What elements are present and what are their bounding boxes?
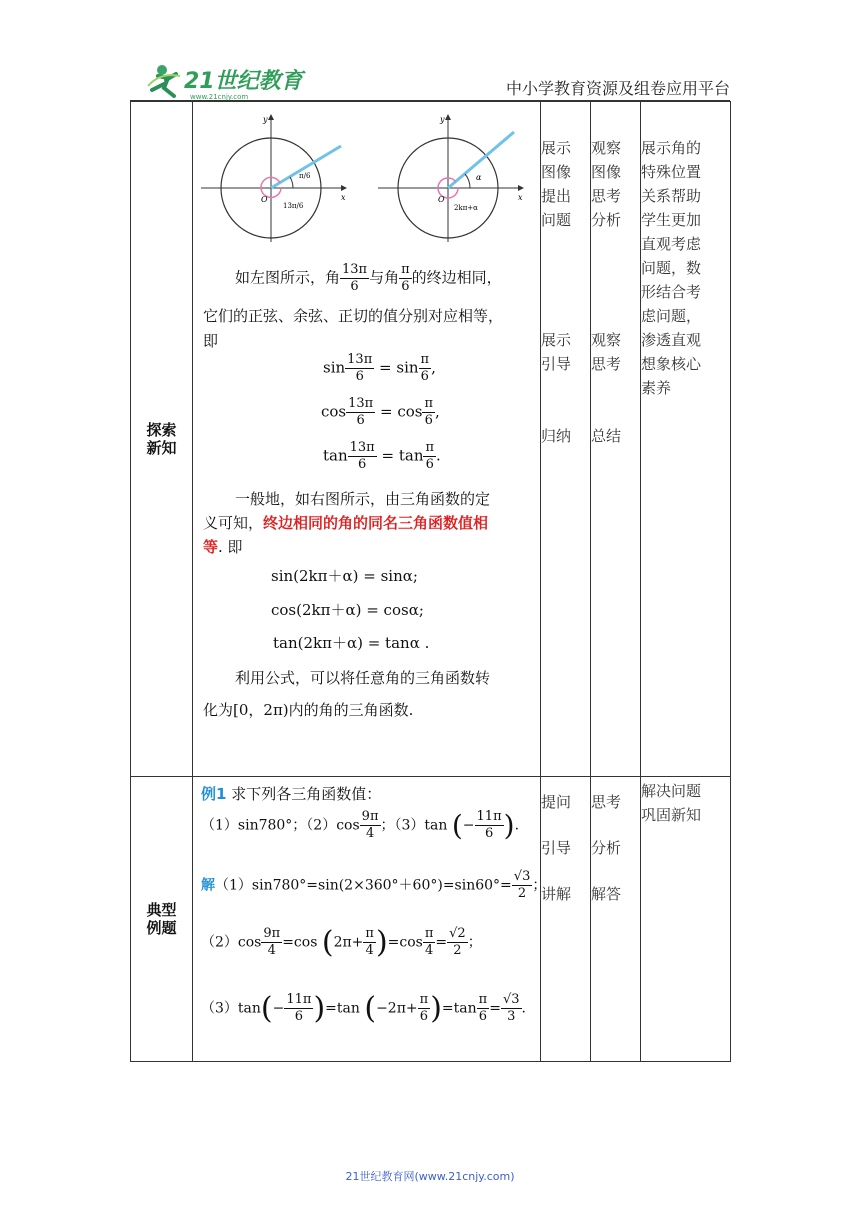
formula-cos: cos(2kπ＋α) = cosα; bbox=[271, 601, 424, 619]
para1-line3: 即 bbox=[203, 332, 219, 350]
para3-line2: 化为[0，2π)内的角的三角函数. bbox=[203, 701, 414, 719]
activity-line: 思考 bbox=[591, 187, 622, 205]
design-intent-list bbox=[641, 777, 730, 827]
activity-line bbox=[591, 400, 640, 424]
fraction-pi-6: $\frac{\pi}{6}$ bbox=[401, 262, 410, 294]
teacher-activity-cell bbox=[541, 777, 591, 1062]
para2-line2: 义可知，终边相同的角的同名三角函数值相 bbox=[203, 514, 489, 532]
activity-line bbox=[541, 376, 590, 400]
row-example bbox=[131, 777, 731, 1062]
para2-line3: 等. 即 bbox=[203, 538, 243, 556]
unit-circle-figure-left bbox=[201, 112, 351, 244]
para1-line1: 如左图所示，角 $\frac{13\pi}{6}$ 与角 $\frac{\pi}{6}$ 的终边相同， bbox=[235, 262, 502, 294]
example-label: 例1 bbox=[201, 785, 227, 803]
lesson-table bbox=[130, 101, 731, 1062]
activity-line: 展示 bbox=[541, 139, 572, 157]
student-activity-cell bbox=[591, 102, 641, 777]
y-axis-label: y bbox=[440, 115, 445, 124]
activity-line: 直观考虑 bbox=[641, 235, 702, 253]
formula-sin: sin(2kπ＋α) = sinα; bbox=[271, 567, 418, 585]
activity-line: 巩固新知 bbox=[641, 806, 702, 824]
activity-line: 图像 bbox=[541, 163, 572, 181]
activity-line: 特殊位置 bbox=[641, 163, 702, 181]
activity-line: 提出 bbox=[541, 187, 572, 205]
activity-line bbox=[591, 304, 640, 328]
activity-line: 想象核心 bbox=[641, 355, 702, 373]
emphasis-text: 终边相同的角的同名三角函数值相 bbox=[263, 514, 489, 532]
activity-line: 形结合考 bbox=[641, 283, 702, 301]
example-questions: （1）sin780°；（2）cos $\frac{9\pi}{4}$ ；（3）tan (− $\frac{11\pi}{6}$ ). bbox=[201, 809, 520, 842]
angle-big-label: 13π/6 bbox=[283, 202, 304, 210]
logo bbox=[140, 62, 310, 102]
solution-2: （2）cos $\frac{9\pi}{4}$ =cos (2π+ $\frac{\pi}{4}$ )=cos $\frac{\pi}{4}$ = $\frac{√2}{2}$ ； bbox=[201, 925, 482, 960]
activity-line bbox=[541, 304, 590, 328]
design-intent-cell bbox=[641, 102, 731, 777]
activity-line: 素养 bbox=[641, 379, 672, 397]
activity-line: 引导 bbox=[541, 355, 572, 373]
activity-line: 总结 bbox=[591, 427, 622, 445]
student-activity-list bbox=[591, 102, 640, 448]
fraction-13pi-6: $\frac{13\pi}{6}$ bbox=[342, 262, 368, 294]
logo-sub: www.21cnjy.com bbox=[190, 93, 249, 101]
activity-line bbox=[541, 232, 590, 256]
running-person-icon bbox=[148, 65, 180, 96]
category-cell bbox=[131, 102, 193, 777]
activity-line: 观察 bbox=[591, 139, 622, 157]
para1-line2: 它们的正弦、余弦、正切的值分别对应相等， bbox=[203, 307, 504, 325]
activity-line bbox=[591, 376, 640, 400]
activity-line: 展示 bbox=[541, 331, 572, 349]
para2-line1: 一般地，如右图所示，由三角函数的定 bbox=[235, 490, 491, 508]
activity-line: 分析 bbox=[591, 211, 622, 229]
x-axis-label: x bbox=[341, 193, 346, 202]
activity-line: 解决问题 bbox=[641, 782, 702, 800]
activity-line bbox=[591, 232, 640, 256]
footer: 21世纪教育网(www.21cnjy.com) bbox=[345, 1170, 515, 1183]
teacher-activity-cell bbox=[541, 102, 591, 777]
unit-circle-figure-right bbox=[378, 112, 528, 244]
teacher-activity-list bbox=[541, 102, 590, 448]
activity-line: 问题 bbox=[541, 211, 572, 229]
activity-line: 思考 bbox=[591, 793, 622, 811]
activity-line: 讲解 bbox=[541, 885, 572, 903]
activity-line: 学生更加 bbox=[641, 211, 702, 229]
angle-small-label: π/6 bbox=[299, 172, 311, 180]
activity-line: 观察 bbox=[591, 331, 622, 349]
platform-title: 中小学教育资源及组卷应用平台 bbox=[505, 79, 730, 98]
design-intent-cell bbox=[641, 777, 731, 1062]
formula-tan: tan(2kπ＋α) = tanα . bbox=[273, 634, 430, 652]
origin-label: O bbox=[438, 195, 445, 204]
activity-line: 渗透直观 bbox=[641, 331, 702, 349]
student-activity-list bbox=[591, 777, 640, 917]
row-explore bbox=[131, 102, 731, 777]
activity-line bbox=[541, 280, 590, 304]
activity-line: 思考 bbox=[591, 355, 622, 373]
content-cell bbox=[193, 777, 547, 1062]
solution-label: 解 bbox=[201, 877, 215, 894]
activity-line: 关系帮助 bbox=[641, 187, 702, 205]
activity-line: 展示角的 bbox=[641, 139, 702, 157]
activity-line bbox=[541, 256, 590, 280]
activity-line: 引导 bbox=[541, 839, 572, 857]
activity-line bbox=[541, 400, 590, 424]
solution-1: 解（1）sin780°=sin(2×360°＋60°)=sin60°= $\frac{√3}{2}$ ； bbox=[201, 869, 547, 901]
example-heading: 例1 求下列各三角函数值： bbox=[201, 785, 382, 803]
category-label: 探索新知 bbox=[146, 421, 177, 457]
student-activity-cell bbox=[591, 777, 641, 1062]
angle-small-label: α bbox=[476, 173, 482, 182]
activity-line: 图像 bbox=[591, 163, 622, 181]
activity-line: 分析 bbox=[591, 839, 622, 857]
equation-tan: tan $\frac{13\pi}{6}$ = tan $\frac{\pi}{6}$ . bbox=[323, 440, 441, 472]
activity-line: 解答 bbox=[591, 885, 622, 903]
activity-line bbox=[591, 256, 640, 280]
activity-line: 问题，数 bbox=[641, 259, 702, 277]
angle-big-label: 2kπ+α bbox=[454, 204, 478, 212]
design-intent-list bbox=[641, 102, 730, 400]
logo-text: 21世纪教育 bbox=[184, 69, 303, 94]
category-label: 典型例题 bbox=[146, 901, 177, 937]
y-axis-label: y bbox=[263, 115, 268, 124]
solution-3: （3）tan(− $\frac{11\pi}{6}$ )=tan (−2π+ $\frac{\pi}{6}$ )=tan $\frac{\pi}{6}$ = $\frac{√3}{3}$ . bbox=[201, 991, 526, 1026]
x-axis-label: x bbox=[518, 193, 523, 202]
category-cell bbox=[131, 777, 193, 1062]
equation-cos: cos $\frac{13\pi}{6}$ = cos $\frac{\pi}{6}$ , bbox=[321, 396, 440, 428]
activity-line: 提问 bbox=[541, 793, 572, 811]
activity-line bbox=[591, 280, 640, 304]
para3-line1: 利用公式，可以将任意角的三角函数转 bbox=[235, 669, 491, 687]
activity-line: 归纳 bbox=[541, 427, 572, 445]
teacher-activity-list bbox=[541, 777, 590, 917]
content-cell bbox=[193, 102, 541, 777]
equation-sin: sin $\frac{13\pi}{6}$ = sin $\frac{\pi}{6}$ , bbox=[323, 352, 436, 384]
activity-line: 虑问题， bbox=[641, 307, 702, 325]
origin-label: O bbox=[261, 195, 268, 204]
